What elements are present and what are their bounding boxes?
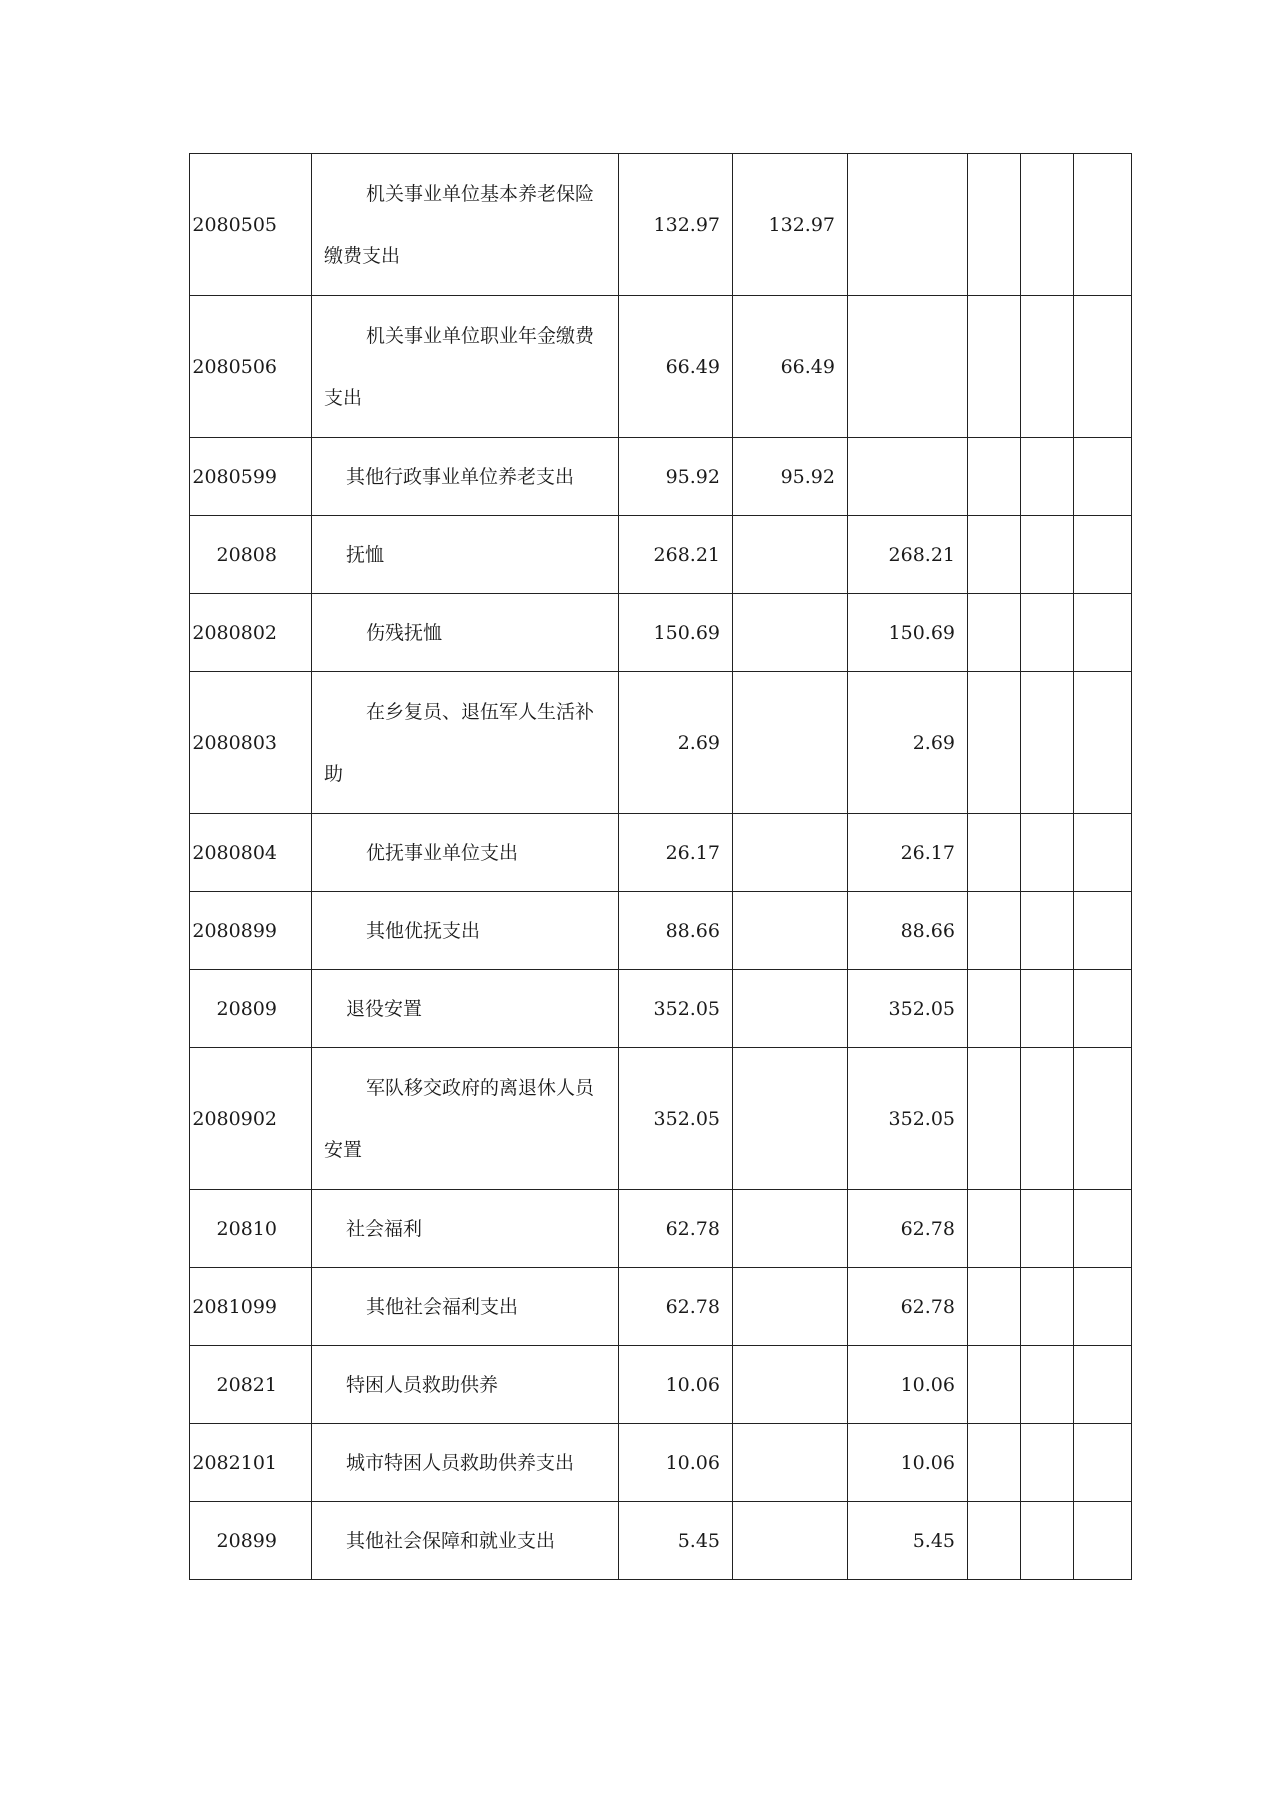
basic-expense-cell (733, 1190, 848, 1268)
empty-cell (1021, 892, 1074, 970)
empty-cell (1074, 1268, 1132, 1346)
subject-code-cell: 20821 (190, 1346, 312, 1424)
table-row (190, 1048, 1132, 1190)
total-amount-cell: 10.06 (619, 1346, 733, 1424)
subject-name-cell: 其他行政事业单位养老支出 (312, 438, 619, 516)
empty-cell (968, 814, 1021, 892)
basic-expense-cell (733, 1048, 848, 1190)
project-expense-cell: 5.45 (848, 1502, 968, 1580)
basic-expense-cell (733, 516, 848, 594)
empty-cell (1074, 154, 1132, 296)
subject-code-cell: 2080802 (190, 594, 312, 672)
total-amount-cell: 352.05 (619, 970, 733, 1048)
empty-cell (1021, 516, 1074, 594)
empty-cell (1021, 438, 1074, 516)
project-expense-cell: 150.69 (848, 594, 968, 672)
subject-name-cell: 机关事业单位职业年金缴费支出 (312, 296, 619, 438)
empty-cell (968, 296, 1021, 438)
empty-cell (968, 1048, 1021, 1190)
subject-name-cell: 其他社会保障和就业支出 (312, 1502, 619, 1580)
table-row (190, 1424, 1132, 1502)
total-amount-cell: 268.21 (619, 516, 733, 594)
empty-cell (1074, 516, 1132, 594)
empty-cell (1074, 1190, 1132, 1268)
empty-cell (968, 1190, 1021, 1268)
project-expense-cell: 352.05 (848, 970, 968, 1048)
basic-expense-cell (733, 1268, 848, 1346)
empty-cell (1021, 594, 1074, 672)
empty-cell (1074, 296, 1132, 438)
empty-cell (1021, 970, 1074, 1048)
subject-name-cell: 退役安置 (312, 970, 619, 1048)
subject-code-cell: 2080803 (190, 672, 312, 814)
basic-expense-cell (733, 1346, 848, 1424)
project-expense-cell (848, 296, 968, 438)
total-amount-cell: 95.92 (619, 438, 733, 516)
total-amount-cell: 26.17 (619, 814, 733, 892)
subject-name-cell: 机关事业单位基本养老保险缴费支出 (312, 154, 619, 296)
empty-cell (1021, 1346, 1074, 1424)
total-amount-cell: 88.66 (619, 892, 733, 970)
table-row (190, 814, 1132, 892)
empty-cell (1021, 672, 1074, 814)
subject-code-cell: 2080804 (190, 814, 312, 892)
basic-expense-cell (733, 1424, 848, 1502)
empty-cell (968, 438, 1021, 516)
empty-cell (1074, 1502, 1132, 1580)
empty-cell (1021, 1048, 1074, 1190)
budget-table (189, 153, 1132, 1580)
total-amount-cell: 150.69 (619, 594, 733, 672)
project-expense-cell: 88.66 (848, 892, 968, 970)
table-row (190, 970, 1132, 1048)
empty-cell (1021, 296, 1074, 438)
subject-code-cell: 2080599 (190, 438, 312, 516)
subject-code-cell: 20808 (190, 516, 312, 594)
table-row (190, 296, 1132, 438)
empty-cell (1074, 970, 1132, 1048)
basic-expense-cell: 66.49 (733, 296, 848, 438)
empty-cell (968, 154, 1021, 296)
empty-cell (1074, 594, 1132, 672)
empty-cell (968, 594, 1021, 672)
empty-cell (968, 970, 1021, 1048)
subject-code-cell: 20810 (190, 1190, 312, 1268)
table-row (190, 1346, 1132, 1424)
project-expense-cell: 10.06 (848, 1346, 968, 1424)
empty-cell (1074, 892, 1132, 970)
table-row (190, 1268, 1132, 1346)
subject-name-cell: 抚恤 (312, 516, 619, 594)
basic-expense-cell (733, 814, 848, 892)
table-row (190, 892, 1132, 970)
empty-cell (968, 1268, 1021, 1346)
basic-expense-cell: 132.97 (733, 154, 848, 296)
project-expense-cell (848, 154, 968, 296)
subject-name-cell: 伤残抚恤 (312, 594, 619, 672)
empty-cell (968, 892, 1021, 970)
total-amount-cell: 5.45 (619, 1502, 733, 1580)
empty-cell (1074, 1424, 1132, 1502)
subject-name-cell: 在乡复员、退伍军人生活补助 (312, 672, 619, 814)
project-expense-cell: 352.05 (848, 1048, 968, 1190)
subject-code-cell: 2080506 (190, 296, 312, 438)
subject-code-cell: 2080902 (190, 1048, 312, 1190)
empty-cell (968, 516, 1021, 594)
empty-cell (1021, 1190, 1074, 1268)
table-body (190, 154, 1132, 1580)
total-amount-cell: 352.05 (619, 1048, 733, 1190)
subject-code-cell: 20899 (190, 1502, 312, 1580)
subject-code-cell: 2081099 (190, 1268, 312, 1346)
project-expense-cell: 62.78 (848, 1190, 968, 1268)
project-expense-cell: 268.21 (848, 516, 968, 594)
total-amount-cell: 2.69 (619, 672, 733, 814)
table-row (190, 1502, 1132, 1580)
basic-expense-cell (733, 892, 848, 970)
project-expense-cell: 62.78 (848, 1268, 968, 1346)
empty-cell (1021, 154, 1074, 296)
subject-name-cell: 社会福利 (312, 1190, 619, 1268)
empty-cell (1074, 1346, 1132, 1424)
table-row (190, 154, 1132, 296)
total-amount-cell: 66.49 (619, 296, 733, 438)
subject-name-cell: 城市特困人员救助供养支出 (312, 1424, 619, 1502)
basic-expense-cell (733, 672, 848, 814)
subject-name-cell: 其他社会福利支出 (312, 1268, 619, 1346)
basic-expense-cell (733, 594, 848, 672)
empty-cell (1074, 1048, 1132, 1190)
subject-code-cell: 2080899 (190, 892, 312, 970)
empty-cell (968, 1502, 1021, 1580)
table-row (190, 1190, 1132, 1268)
empty-cell (1074, 672, 1132, 814)
empty-cell (968, 672, 1021, 814)
empty-cell (1074, 814, 1132, 892)
empty-cell (1074, 438, 1132, 516)
table-row (190, 594, 1132, 672)
subject-name-cell: 优抚事业单位支出 (312, 814, 619, 892)
subject-name-cell: 军队移交政府的离退休人员安置 (312, 1048, 619, 1190)
table-row (190, 672, 1132, 814)
empty-cell (1021, 1268, 1074, 1346)
total-amount-cell: 62.78 (619, 1268, 733, 1346)
table-row (190, 516, 1132, 594)
empty-cell (1021, 1424, 1074, 1502)
empty-cell (968, 1346, 1021, 1424)
subject-name-cell: 特困人员救助供养 (312, 1346, 619, 1424)
basic-expense-cell: 95.92 (733, 438, 848, 516)
basic-expense-cell (733, 970, 848, 1048)
project-expense-cell: 2.69 (848, 672, 968, 814)
total-amount-cell: 10.06 (619, 1424, 733, 1502)
basic-expense-cell (733, 1502, 848, 1580)
subject-code-cell: 20809 (190, 970, 312, 1048)
table-row (190, 438, 1132, 516)
empty-cell (968, 1424, 1021, 1502)
subject-code-cell: 2080505 (190, 154, 312, 296)
total-amount-cell: 62.78 (619, 1190, 733, 1268)
project-expense-cell: 10.06 (848, 1424, 968, 1502)
subject-name-cell: 其他优抚支出 (312, 892, 619, 970)
subject-code-cell: 2082101 (190, 1424, 312, 1502)
project-expense-cell (848, 438, 968, 516)
project-expense-cell: 26.17 (848, 814, 968, 892)
empty-cell (1021, 814, 1074, 892)
total-amount-cell: 132.97 (619, 154, 733, 296)
empty-cell (1021, 1502, 1074, 1580)
